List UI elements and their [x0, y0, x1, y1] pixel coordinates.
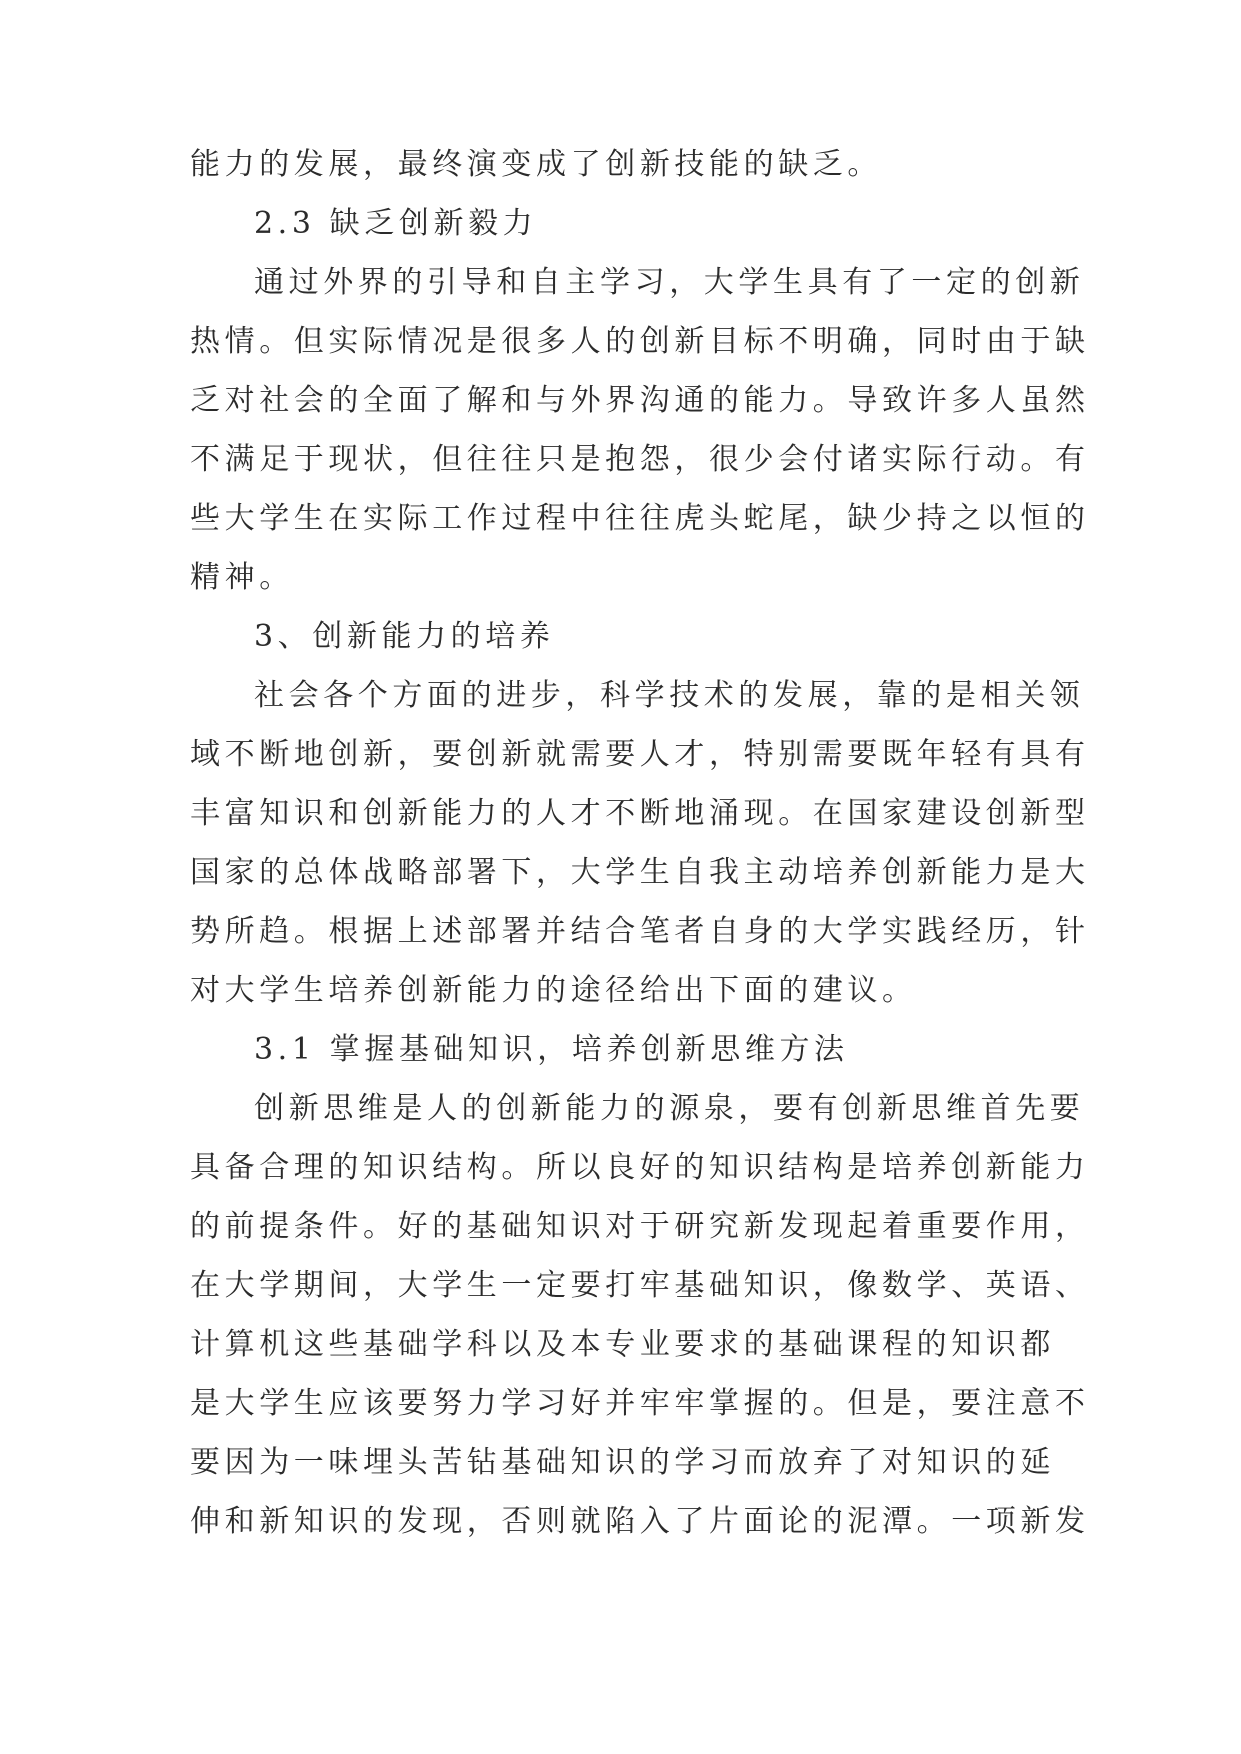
- text-line: 具备合理的知识结构。所以良好的知识结构是培养创新能力: [190, 1150, 1090, 1185]
- section-heading: 3、创新能力的培养: [254, 619, 555, 654]
- text-line: 丰富知识和创新能力的人才不断地涌现。在国家建设创新型: [190, 796, 1090, 831]
- text-line: 在大学期间，大学生一定要打牢基础知识，像数学、英语、: [190, 1268, 1090, 1303]
- text-line: 不满足于现状，但往往只是抱怨，很少会付诸实际行动。有: [190, 442, 1090, 477]
- text-line: 计算机这些基础学科以及本专业要求的基础课程的知识都: [190, 1327, 1055, 1362]
- text-line: 域不断地创新，要创新就需要人才，特别需要既年轻有具有: [190, 737, 1090, 772]
- section-heading: 2.3 缺乏创新毅力: [254, 206, 538, 241]
- text-line: 势所趋。根据上述部署并结合笔者自身的大学实践经历，针: [190, 914, 1090, 949]
- text-line: 热情。但实际情况是很多人的创新目标不明确，同时由于缺: [190, 324, 1090, 359]
- text-line: 精神。: [190, 560, 294, 595]
- text-line: 些大学生在实际工作过程中往往虎头蛇尾，缺少持之以恒的: [190, 501, 1090, 536]
- text-line: 通过外界的引导和自主学习，大学生具有了一定的创新: [254, 265, 1085, 300]
- text-line: 对大学生培养创新能力的途径给出下面的建议。: [190, 973, 917, 1008]
- text-line: 的前提条件。好的基础知识对于研究新发现起着重要作用，: [190, 1209, 1090, 1244]
- text-line: 是大学生应该要努力学习好并牢牢掌握的。但是，要注意不: [190, 1386, 1090, 1421]
- text-line: 乏对社会的全面了解和与外界沟通的能力。导致许多人虽然: [190, 383, 1090, 418]
- text-line: 国家的总体战略部署下，大学生自我主动培养创新能力是大: [190, 855, 1090, 890]
- text-line: 伸和新知识的发现，否则就陷入了片面论的泥潭。一项新发: [190, 1504, 1090, 1539]
- section-heading: 3.1 掌握基础知识，培养创新思维方法: [254, 1032, 849, 1067]
- text-line: 社会各个方面的进步，科学技术的发展，靠的是相关领: [254, 678, 1085, 713]
- text-line: 创新思维是人的创新能力的源泉，要有创新思维首先要: [254, 1091, 1085, 1126]
- text-line: 要因为一味埋头苦钻基础知识的学习而放弃了对知识的延: [190, 1445, 1055, 1480]
- text-line: 能力的发展，最终演变成了创新技能的缺乏。: [190, 147, 882, 182]
